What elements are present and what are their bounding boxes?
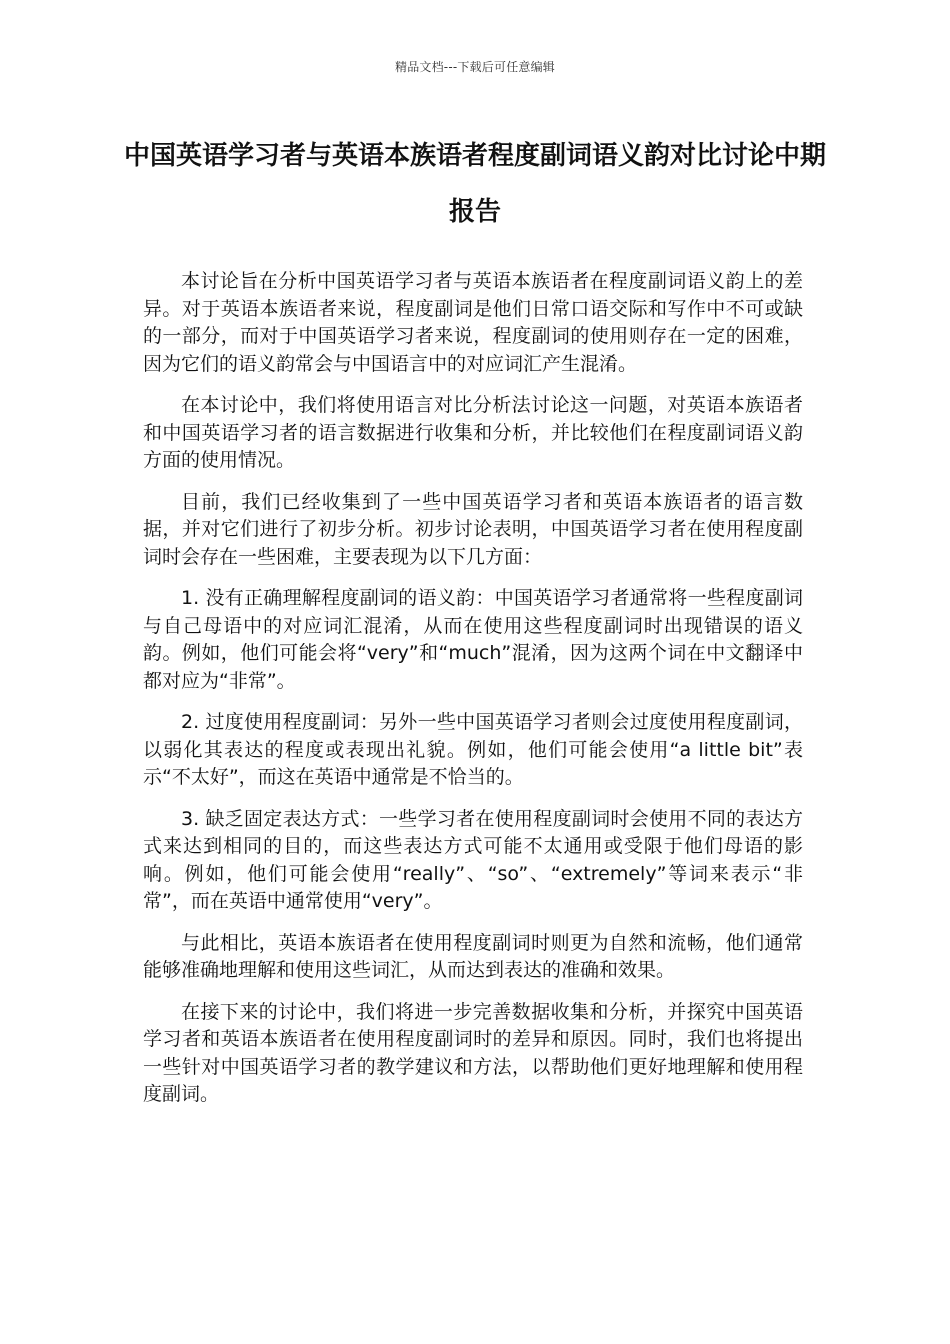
document-title: 中国英语学习者与英语本族语者程度副词语义韵对比讨论中期报告 <box>123 141 826 227</box>
document-body <box>143 268 803 1123</box>
paragraph-next-steps: 在接下来的讨论中，我们将进一步完善数据收集和分析，并探究中国英语学习者和英语本族语者在使用程度副词时的差异和原因。同时，我们也将提出一些针对中国英语学习者的教学建议和方法，以帮助他们更好地理解和使用程度副词。 <box>143 1000 803 1105</box>
paragraph-point-1: 1. 没有正确理解程度副词的语义韵：中国英语学习者通常将一些程度副词与自己母语中的对应词汇混淆，从而在使用这些程度副词时出现错误的语义韵。例如，他们可能会将“very”和“much”混淆，因为这两个词在中文翻译中都对应为“非常”。 <box>143 587 803 692</box>
paragraph-comparison: 与此相比，英语本族语者在使用程度副词时则更为自然和流畅，他们通常能够准确地理解和使用这些词汇，从而达到表达的准确和效果。 <box>143 931 803 981</box>
paragraph-progress: 目前，我们已经收集到了一些中国英语学习者和英语本族语者的语言数据，并对它们进行了初步分析。初步讨论表明，中国英语学习者在使用程度副词时会存在一些困难，主要表现为以下几方面： <box>143 490 803 568</box>
paragraph-point-2: 2. 过度使用程度副词：另外一些中国英语学习者则会过度使用程度副词，以弱化其表达的程度或表现出礼貌。例如，他们可能会使用“a little bit”表示“不太好”，而这在英语中通常是不恰当的。 <box>143 711 803 788</box>
header-note: 精品文档---下载后可任意编辑 <box>395 60 555 74</box>
paragraph-method: 在本讨论中，我们将使用语言对比分析法讨论这一问题，对英语本族语者和中国英语学习者的语言数据进行收集和分析，并比较他们在程度副词语义韵方面的使用情况。 <box>143 394 803 471</box>
paragraph-point-3: 3. 缺乏固定表达方式：一些学习者在使用程度副词时会使用不同的表达方式来达到相同的目的，而这些表达方式可能不太通用或受限于他们母语的影响。例如，他们可能会使用“really”、“so”、“extremely”等词来表示“非常”，而在英语中通常使用“very”。 <box>143 807 803 912</box>
paragraph-intro: 本讨论旨在分析中国英语学习者与英语本族语者在程度副词语义韵上的差异。对于英语本族语者来说，程度副词是他们日常口语交际和写作中不可或缺的一部分，而对于中国英语学习者来说，程度副词的使用则存在一定的困难，因为它们的语义韵常会与中国语言中的对应词汇产生混淆。 <box>143 270 803 375</box>
